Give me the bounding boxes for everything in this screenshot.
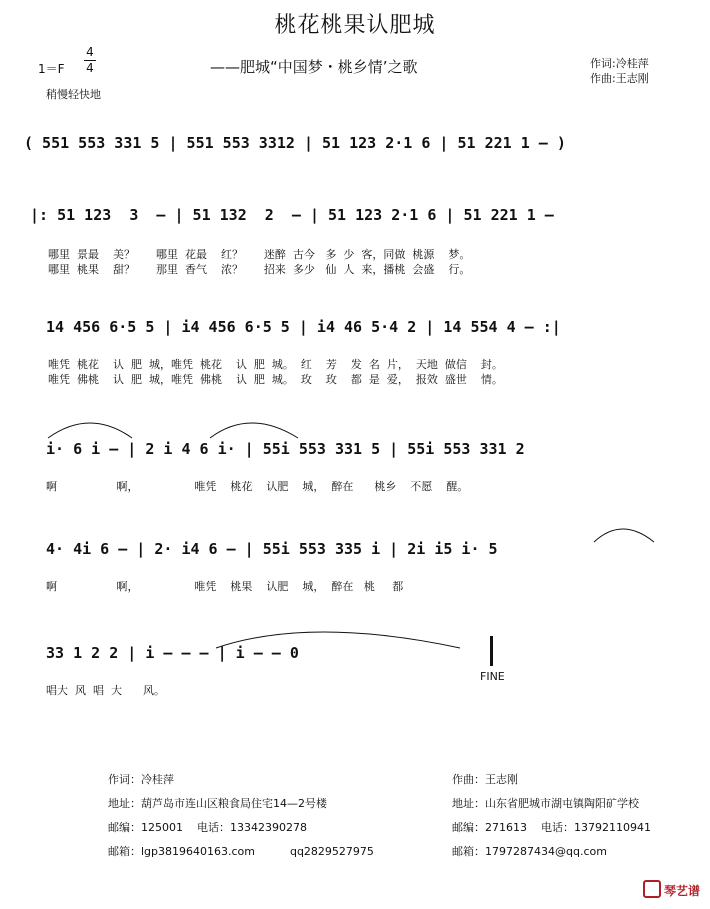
footer-right-email: 邮箱：1797287434@qq.com (452, 845, 607, 858)
notation-row-chorus-b: 4· 4i 6 – | 2· i4 6 – | 55i 553 335 i | 2i i5 i· 5 (46, 540, 498, 558)
credits (590, 56, 649, 86)
lyrics-line-7: 唱大 风 唱 大 风。 (46, 684, 165, 697)
tempo-marking: 稍慢轻快地 (46, 88, 101, 101)
footer-left-phone: 电话：13342390278 (197, 821, 307, 834)
logo-icon (643, 880, 661, 898)
footer-right-address: 地址：山东省肥城市湖屯镇陶阳矿学校 (452, 797, 639, 810)
footer-right (452, 768, 651, 864)
time-signature-top: 4 (86, 45, 94, 59)
lyrics-line-6: 啊 啊， 唯凭 桃果 认肥 城， 醉在 桃 都 (46, 580, 404, 593)
footer-composer: 作曲：王志刚 (452, 773, 518, 786)
final-barline (490, 636, 493, 666)
time-signature-bottom: 4 (86, 61, 94, 75)
composer-credit: 作曲:王志刚 (590, 72, 649, 85)
notation-row-ending: 33 1 2 2 | i – – – | i – – 0 (46, 644, 299, 662)
lyrics-line-3: 唯凭 桃花 认 肥 城，唯凭 桃花 认 肥 城。 红 芳 发 名 片， 天地 做信 封。 (48, 358, 503, 371)
time-signature (84, 46, 96, 75)
lyrics-line-5: 啊 啊， 唯凭 桃花 认肥 城， 醉在 桃乡 不愿 醒。 (46, 480, 469, 493)
footer-lyricist: 作词：冷桂萍 (108, 773, 174, 786)
song-subtitle: ——肥城“中国梦・桃乡情’之歌 (210, 58, 418, 76)
notation-row-chorus-a: i· 6 i – | 2 i 4 6 i· | 55i 553 331 5 | 55i 553 331 2 (46, 440, 525, 458)
key-signature: 1＝F (38, 62, 65, 76)
footer-right-contact (452, 816, 651, 840)
lyrics-line-2: 哪里 桃果 甜？ 那里 香气 浓？ 招来 多少 仙 人 来，播桃 会盛 行。 (48, 263, 471, 276)
slur-arcs-row-3 (40, 412, 320, 442)
slur-arc (594, 529, 654, 542)
slur-arc-row-4 (590, 520, 660, 544)
lyricist-credit: 作词:冷桂萍 (590, 57, 649, 70)
footer-left-contact (108, 816, 374, 840)
footer-left-online (108, 840, 374, 864)
lyrics-line-4: 唯凭 佛桃 认 肥 城，唯凭 佛桃 认 肥 城。 玫 玫 都 是 爱， 报效 盛世 情。 (48, 373, 503, 386)
notation-row-verse-b: 14 456 6·5 5 | i4 456 6·5 5 | i4 46 5·4 2 | 14 554 4 – :| (46, 318, 561, 336)
fine-marking: FINE (480, 670, 505, 683)
song-title: 桃花桃果认肥城 (274, 13, 436, 38)
site-logo (643, 880, 700, 899)
notation-row-intro: ( 551 553 331 5 | 551 553 3312 | 51 123 2·1 6 | 51 221 1 – ) (24, 134, 566, 152)
footer-left-postcode: 邮编：125001 (108, 821, 183, 834)
footer-left-email: 邮箱：lgp3819640163.com (108, 845, 255, 858)
footer-left-qq: qq2829527975 (289, 845, 374, 858)
footer-right-postcode: 邮编：271613 (452, 821, 527, 834)
logo-text: 琴艺谱 (663, 884, 700, 898)
footer-left-address: 地址：葫芦岛市连山区粮食局住宅14—2号楼 (108, 797, 327, 810)
footer-left (108, 768, 374, 864)
lyrics-line-1: 哪里 景最 美？ 哪里 花最 红？ 迷醉 古今 多 少 客，同做 桃源 梦。 (48, 248, 471, 261)
notation-row-verse-a: |: 51 123 3 – | 51 132 2 – | 51 123 2·1 6 | 51 221 1 – (30, 206, 554, 224)
footer-right-phone: 电话：13792110941 (541, 821, 651, 834)
slur-arc (210, 423, 298, 438)
slur-arc (48, 423, 132, 438)
